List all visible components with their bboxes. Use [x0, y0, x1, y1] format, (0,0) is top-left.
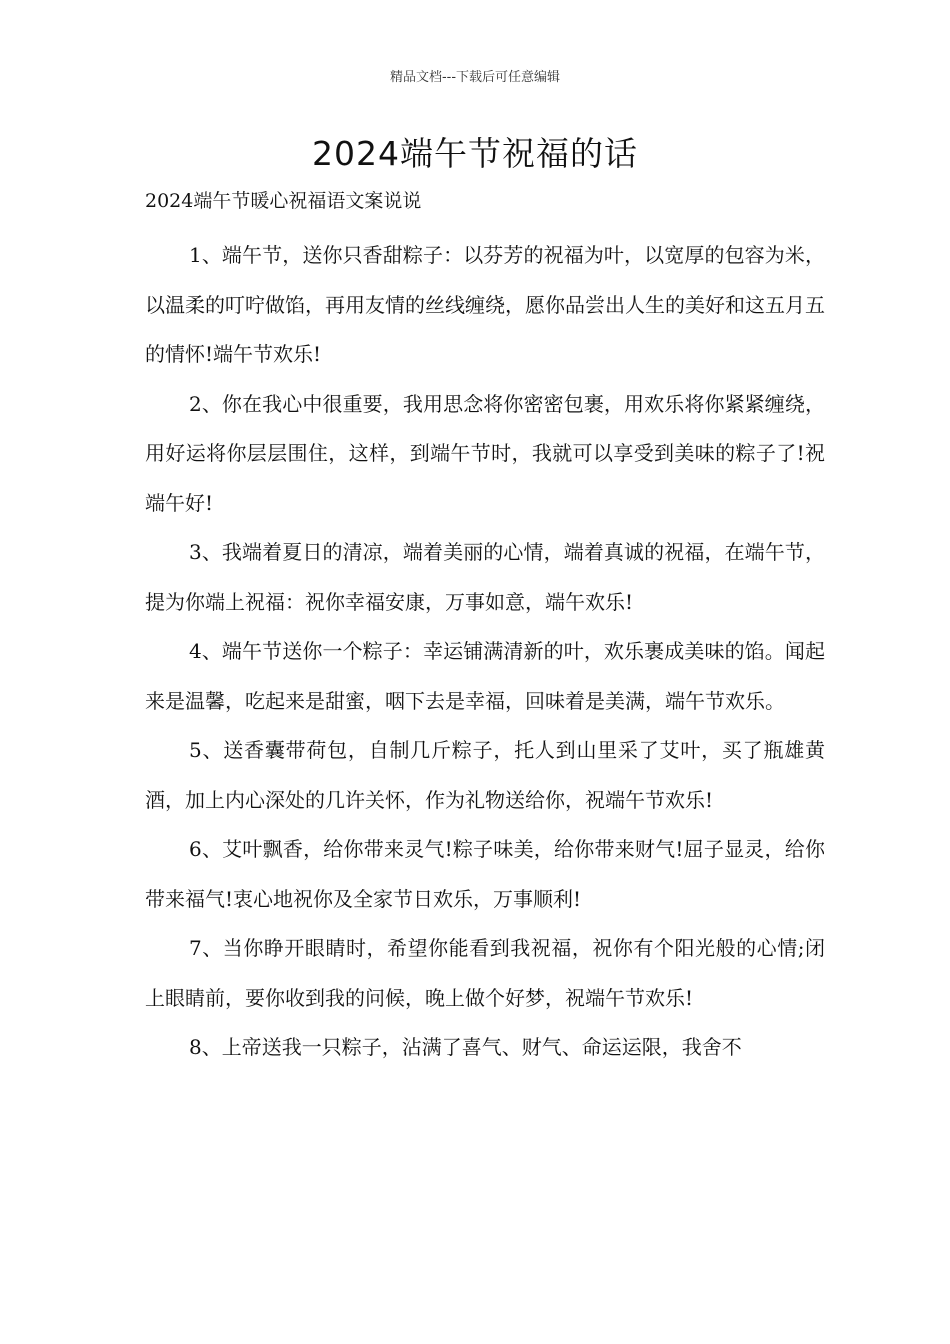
paragraph-1: 1、端午节，送你只香甜粽子：以芬芳的祝福为叶，以宽厚的包容为米，以温柔的叮咛做馅，再用友情的丝线缠绕，愿你品尝出人生的美好和这五月五的情怀!端午节欢乐!: [145, 243, 825, 366]
paragraph-4: 4、端午节送你一个粽子：幸运铺满清新的叶，欢乐裹成美味的馅。闻起来是温馨，吃起来是甜蜜，咽下去是幸福，回味着是美满，端午节欢乐。: [145, 639, 825, 713]
paragraph-7: 7、当你睁开眼睛时，希望你能看到我祝福，祝你有个阳光般的心情;闭上眼睛前，要你收到我的问候，晚上做个好梦，祝端午节欢乐!: [145, 936, 825, 1010]
page-title: 2024端午节祝福的话: [312, 134, 638, 173]
paragraph-5: 5、送香囊带荷包，自制几斤粽子，托人到山里采了艾叶，买了瓶雄黄酒，加上内心深处的几许关怀，作为礼物送给你，祝端午节欢乐!: [145, 738, 825, 812]
document-body: [145, 231, 825, 1073]
subtitle: 2024端午节暖心祝福语文案说说: [145, 190, 422, 212]
paragraph-3: 3、我端着夏日的清凉，端着美丽的心情，端着真诚的祝福，在端午节，提为你端上祝福：祝你幸福安康，万事如意，端午欢乐!: [145, 540, 825, 614]
paragraph-2: 2、你在我心中很重要，我用思念将你密密包裹，用欢乐将你紧紧缠绕，用好运将你层层围住，这样，到端午节时，我就可以享受到美味的粽子了!祝端午好!: [145, 391, 825, 515]
paragraph-8: 8、上帝送我一只粽子，沾满了喜气、财气、命运运限，我舍不: [189, 1035, 742, 1059]
paragraph-6: 6、艾叶飘香，给你带来灵气!粽子味美，给你带来财气!屈子显灵，给你带来福气!衷心地祝你及全家节日欢乐，万事顺利!: [145, 837, 825, 911]
header-note: 精品文档---下载后可任意编辑: [389, 70, 561, 85]
